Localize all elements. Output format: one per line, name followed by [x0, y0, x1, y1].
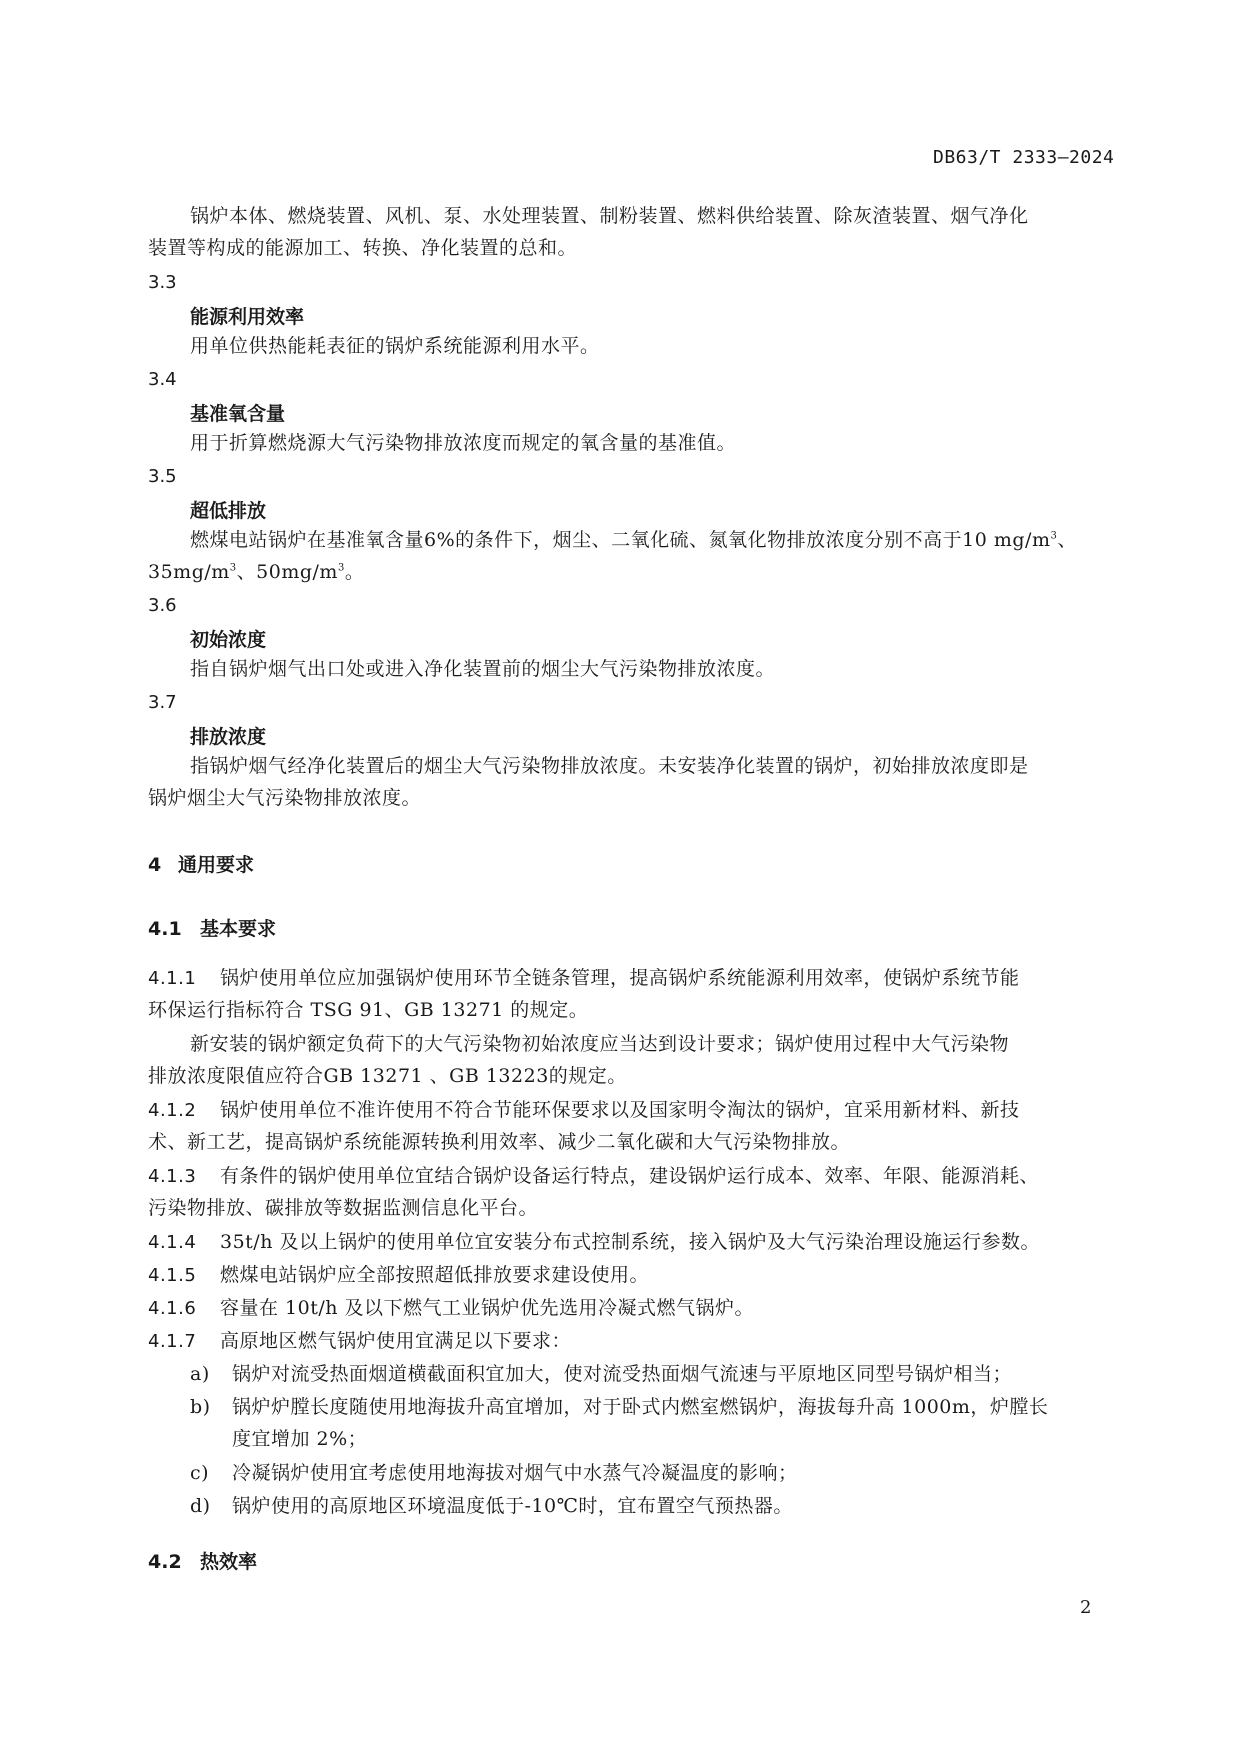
subsection-title: 基本要求 [200, 918, 277, 940]
section-heading [148, 850, 254, 877]
definition-text: 。 [344, 561, 365, 583]
clause-number: 4.1.5 [148, 1265, 197, 1286]
clause-text: 锅炉使用单位应加强锅炉使用环节全链条管理，提高锅炉系统能源利用效率，使锅炉系统节能 [220, 967, 1020, 989]
list-item-mark: c) [190, 1462, 210, 1484]
term-definition [148, 556, 364, 588]
clause-number: 4.1.7 [148, 1331, 197, 1352]
paragraph-line: 装置等构成的能源加工、转换、净化装置的总和。 [148, 237, 578, 259]
clause-number: 4.1.1 [148, 968, 197, 989]
list-item-text: 锅炉炉膛长度随使用地海拔升高宜增加，对于卧式内燃室燃锅炉，海拔每升高 1000m，炉膛长 [232, 1396, 1049, 1418]
term-number: 3.3 [148, 272, 177, 293]
list-item-text: 锅炉使用的高原地区环境温度低于-10℃时，宜布置空气预热器。 [232, 1495, 793, 1517]
list-item-mark: d) [190, 1495, 211, 1517]
clause-text: 术、新工艺，提高锅炉系统能源转换利用效率、减少二氧化碳和大气污染物排放。 [148, 1131, 851, 1153]
definition-text: 、50mg/m [236, 561, 338, 583]
definition-text: 35mg/m [148, 561, 230, 583]
term-definition: 指锅炉烟气经净化装置后的烟尘大气污染物排放浓度。未安装净化装置的锅炉，初始排放浓度即是 [190, 755, 1029, 777]
clause-text: 锅炉使用单位不准许使用不符合节能环保要求以及国家明令淘汰的锅炉，宜采用新材料、新技 [220, 1099, 1020, 1121]
clause-text: 容量在 10t/h 及以下燃气工业锅炉优先选用冷凝式燃气锅炉。 [220, 1297, 755, 1319]
section-title: 通用要求 [178, 854, 255, 876]
list-item-text: 锅炉对流受热面烟道横截面积宜加大，使对流受热面烟气流速与平原地区同型号锅炉相当； [232, 1363, 1013, 1385]
list-item-mark: b) [190, 1396, 211, 1418]
clause [148, 1292, 754, 1325]
term-definition: 指自锅炉烟气出口处或进入净化装置前的烟尘大气污染物排放浓度。 [190, 658, 776, 680]
superscript: 3 [1050, 530, 1058, 542]
superscript: 3 [229, 562, 237, 574]
term-name: 基准氧含量 [190, 403, 286, 425]
term-name: 能源利用效率 [190, 306, 305, 328]
list-item [190, 1391, 1048, 1423]
term-definition [190, 524, 1077, 556]
section-number: 4 [148, 854, 162, 876]
clause-text: 排放浓度限值应符合GB 13271 、GB 13223的规定。 [148, 1065, 627, 1087]
subsection-title: 热效率 [200, 1551, 258, 1573]
page-number: 2 [1080, 1597, 1092, 1618]
list-item-mark: a) [190, 1363, 210, 1385]
subsection-number: 4.2 [148, 1551, 182, 1573]
list-item [190, 1358, 1012, 1390]
clause-text: 燃煤电站锅炉应全部按照超低排放要求建设使用。 [220, 1264, 650, 1286]
clause-text: 污染物排放、碳排放等数据监测信息化平台。 [148, 1197, 539, 1219]
term-number: 3.6 [148, 595, 177, 616]
clause [148, 1160, 1039, 1193]
superscript: 3 [337, 562, 345, 574]
list-item-text: 度宜增加 2%； [232, 1428, 368, 1450]
term-name: 初始浓度 [190, 629, 267, 651]
term-number: 3.7 [148, 692, 177, 713]
clause [148, 1259, 649, 1292]
document-code: DB63/T 2333—2024 [933, 147, 1115, 168]
clause [148, 1094, 1020, 1127]
list-item-text: 冷凝锅炉使用宜考虑使用地海拔对烟气中水蒸气冷凝温度的影响； [232, 1462, 798, 1484]
clause [148, 1226, 1040, 1259]
term-definition: 锅炉烟尘大气污染物排放浓度。 [148, 787, 422, 809]
clause-number: 4.1.2 [148, 1100, 197, 1121]
subsection-heading [148, 914, 276, 941]
clause-text: 环保运行指标符合 TSG 91、GB 13271 的规定。 [148, 999, 589, 1021]
term-name: 排放浓度 [190, 726, 267, 748]
definition-text: 、 [1057, 529, 1077, 551]
list-item [190, 1457, 798, 1489]
clause-text: 高原地区燃气锅炉使用宜满足以下要求： [220, 1330, 572, 1352]
clause-text: 新安装的锅炉额定负荷下的大气污染物初始浓度应当达到设计要求；锅炉使用过程中大气污染物 [190, 1033, 1010, 1055]
subsection-heading [148, 1547, 257, 1574]
term-definition: 用于折算燃烧源大气污染物排放浓度而规定的氧含量的基准值。 [190, 432, 737, 454]
term-number: 3.5 [148, 466, 177, 487]
term-number: 3.4 [148, 369, 177, 390]
clause-number: 4.1.3 [148, 1166, 197, 1187]
subsection-number: 4.1 [148, 918, 182, 940]
definition-text: 燃煤电站锅炉在基准氧含量6%的条件下，烟尘、二氧化硫、氮氧化物排放浓度分别不高于10 mg/m [190, 529, 1051, 551]
clause-text: 35t/h 及以上锅炉的使用单位宜安装分布式控制系统，接入锅炉及大气污染治理设施运行参数。 [220, 1231, 1040, 1253]
clause [148, 962, 1020, 995]
clause-number: 4.1.4 [148, 1232, 197, 1253]
clause-text: 有条件的锅炉使用单位宜结合锅炉设备运行特点，建设锅炉运行成本、效率、年限、能源消耗、 [220, 1165, 1040, 1187]
term-definition: 用单位供热能耗表征的锅炉系统能源利用水平。 [190, 335, 600, 357]
term-name: 超低排放 [190, 500, 267, 522]
clause [148, 1325, 571, 1358]
list-item [190, 1490, 793, 1522]
clause-number: 4.1.6 [148, 1298, 197, 1319]
paragraph-line: 锅炉本体、燃烧装置、风机、泵、水处理装置、制粉装置、燃料供给装置、除灰渣装置、烟气净化 [190, 205, 1029, 227]
